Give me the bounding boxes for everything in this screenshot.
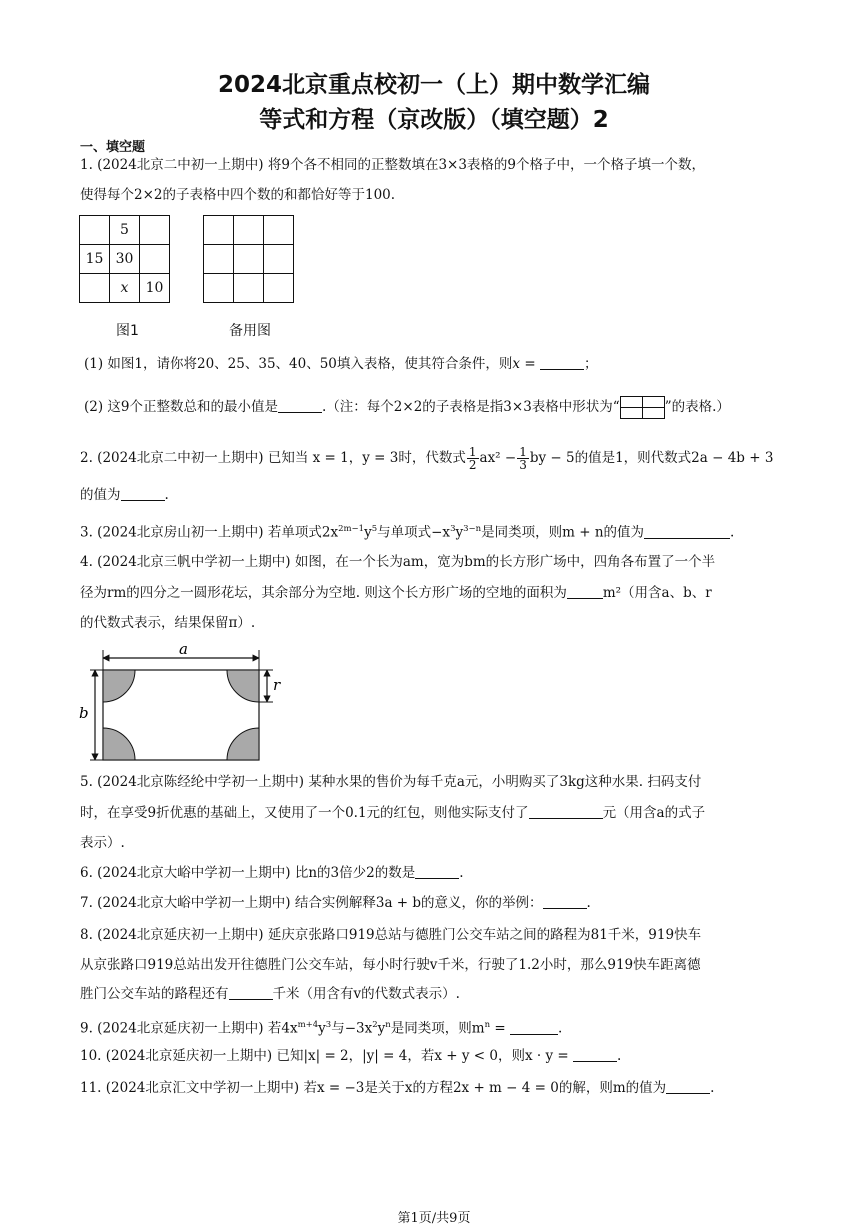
answer-blank[interactable] <box>415 864 459 879</box>
grid-cell: x <box>110 274 140 303</box>
q8-line3: 胜门公交车站的路程还有 千米（用含有v的代数式表示）. <box>80 986 460 1002</box>
q1-part2: (2) 这9个正整数总和的最小值是 .（注：每个2×2的子表格是指3×3表格中形状为“ ”的表格.） <box>84 396 796 419</box>
answer-blank[interactable] <box>278 398 322 413</box>
flowerbed-bottom-left <box>103 728 135 760</box>
label-a: a <box>179 642 188 658</box>
spare-figure-caption: 备用图 <box>229 323 271 339</box>
q11-line: 11. (2024北京汇文中学初一上期中) 若x = −3是关于x的方程2x + m − 4 = 0的解，则m的值为 . <box>80 1080 715 1096</box>
answer-blank[interactable] <box>121 486 165 501</box>
q8-line1: 8. (2024北京延庆初一上期中) 延庆京张路口919总站与德胜门公交车站之间的路程为81千米，919快车 <box>80 927 702 943</box>
q1-figure-grid <box>79 215 170 303</box>
answer-blank[interactable] <box>529 804 603 819</box>
q8-line2: 从京张路口919总站出发开往德胜门公交车站，每小时行驶v千米，行驶了1.2小时，那么919快车距离德 <box>80 957 701 973</box>
label-r: r <box>273 676 281 694</box>
answer-blank[interactable] <box>666 1079 710 1094</box>
label-b: b <box>79 704 89 722</box>
page-subtitle: 等式和方程（京改版）（填空题）2 <box>259 107 609 133</box>
q6-line: 6. (2024北京大峪中学初一上期中) 比n的3倍少2的数是 . <box>80 865 464 881</box>
fraction: $\frac{1}{3}$ <box>519 445 527 472</box>
grid-cell: 5 <box>110 216 140 245</box>
q10-line: 10. (2024北京延庆初一上期中) 已知|x| = 2，|y| = 4，若x + y < 0，则x · y = . <box>80 1048 622 1064</box>
grid-cell: 15 <box>80 245 110 274</box>
flowerbed-bottom-right <box>227 728 259 760</box>
grid-cell: 10 <box>140 274 170 303</box>
q3-line: 3. (2024北京房山初一上期中) 若单项式$2x^{2m-1}y^5$与单项式$-x^3y^{3-n}$是同类项，则m + n的值为 . <box>80 524 735 541</box>
q9-line: 9. (2024北京延庆初一上期中) 若$4x^{m+4}y^3$与$-3x^2y^n$是同类项，则$m^n$ = . <box>80 1020 563 1037</box>
q4-line1: 4. (2024北京三帆中学初一上期中) 如图，在一个长为am，宽为bm的长方形广场中，四角各布置了一个半 <box>80 554 716 570</box>
two-by-two-icon <box>620 396 665 419</box>
q1-spare-grid <box>203 215 294 303</box>
figure-caption: 图1 <box>116 323 139 339</box>
q2-line2: 的值为 . <box>80 487 169 503</box>
q1-part1: (1) 如图1，请你将20、25、35、40、50填入表格，使其符合条件，则x = ； <box>84 356 598 372</box>
q5-line1: 5. (2024北京陈经纶中学初一上期中) 某种水果的售价为每千克a元，小明购买了3kg这种水果. 扫码支付 <box>80 774 702 790</box>
flowerbed-top-left <box>103 670 135 702</box>
rectangle-plaza-figure <box>76 642 296 768</box>
grid-cell <box>140 245 170 274</box>
q1-line2: 使得每个2×2的子表格中四个数的和都恰好等于100. <box>80 187 396 203</box>
flowerbed-top-right <box>227 670 259 702</box>
answer-blank[interactable] <box>229 985 273 1000</box>
q7-line: 7. (2024北京大峪中学初一上期中) 结合实例解释3a + b的意义，你的举例： . <box>80 895 591 911</box>
answer-blank[interactable] <box>644 524 730 539</box>
answer-blank[interactable] <box>510 1020 558 1035</box>
page-footer: 第1页/共9页 <box>397 1211 471 1226</box>
q2-line1: 2. (2024北京二中初一上期中) 已知当 x = 1，y = 3时，代数式 $\frac{1}{2}$ ax² − $\frac{1}{3}$ by − 5的值是1，则代数式2a − 4b + 3 <box>80 445 774 472</box>
q4-line3: 的代数式表示，结果保留π）. <box>80 615 256 631</box>
answer-blank[interactable] <box>543 894 587 909</box>
answer-blank[interactable] <box>540 355 584 370</box>
answer-blank[interactable] <box>573 1047 617 1062</box>
grid-cell <box>140 216 170 245</box>
grid-cell: 30 <box>110 245 140 274</box>
page-title: 2024北京重点校初一（上）期中数学汇编 <box>217 72 650 98</box>
section-title: 一、填空题 <box>80 140 146 155</box>
answer-blank[interactable] <box>567 584 603 599</box>
fraction: $\frac{1}{2}$ <box>468 445 477 472</box>
q1-line1: 1. (2024北京二中初一上期中) 将9个各不相同的正整数填在3×3表格的9个格子中，一个格子填一个数， <box>80 157 706 173</box>
q4-line2: 径为rm的四分之一圆形花坛，其余部分为空地. 则这个长方形广场的空地的面积为 m²（用含a、b、r <box>80 585 712 601</box>
q5-line3: 表示）. <box>80 835 125 851</box>
grid-cell <box>80 274 110 303</box>
q5-line2: 时，在享受9折优惠的基础上，又使用了一个0.1元的红包，则他实际支付了 元（用含a的式子 <box>80 805 706 821</box>
grid-cell <box>80 216 110 245</box>
